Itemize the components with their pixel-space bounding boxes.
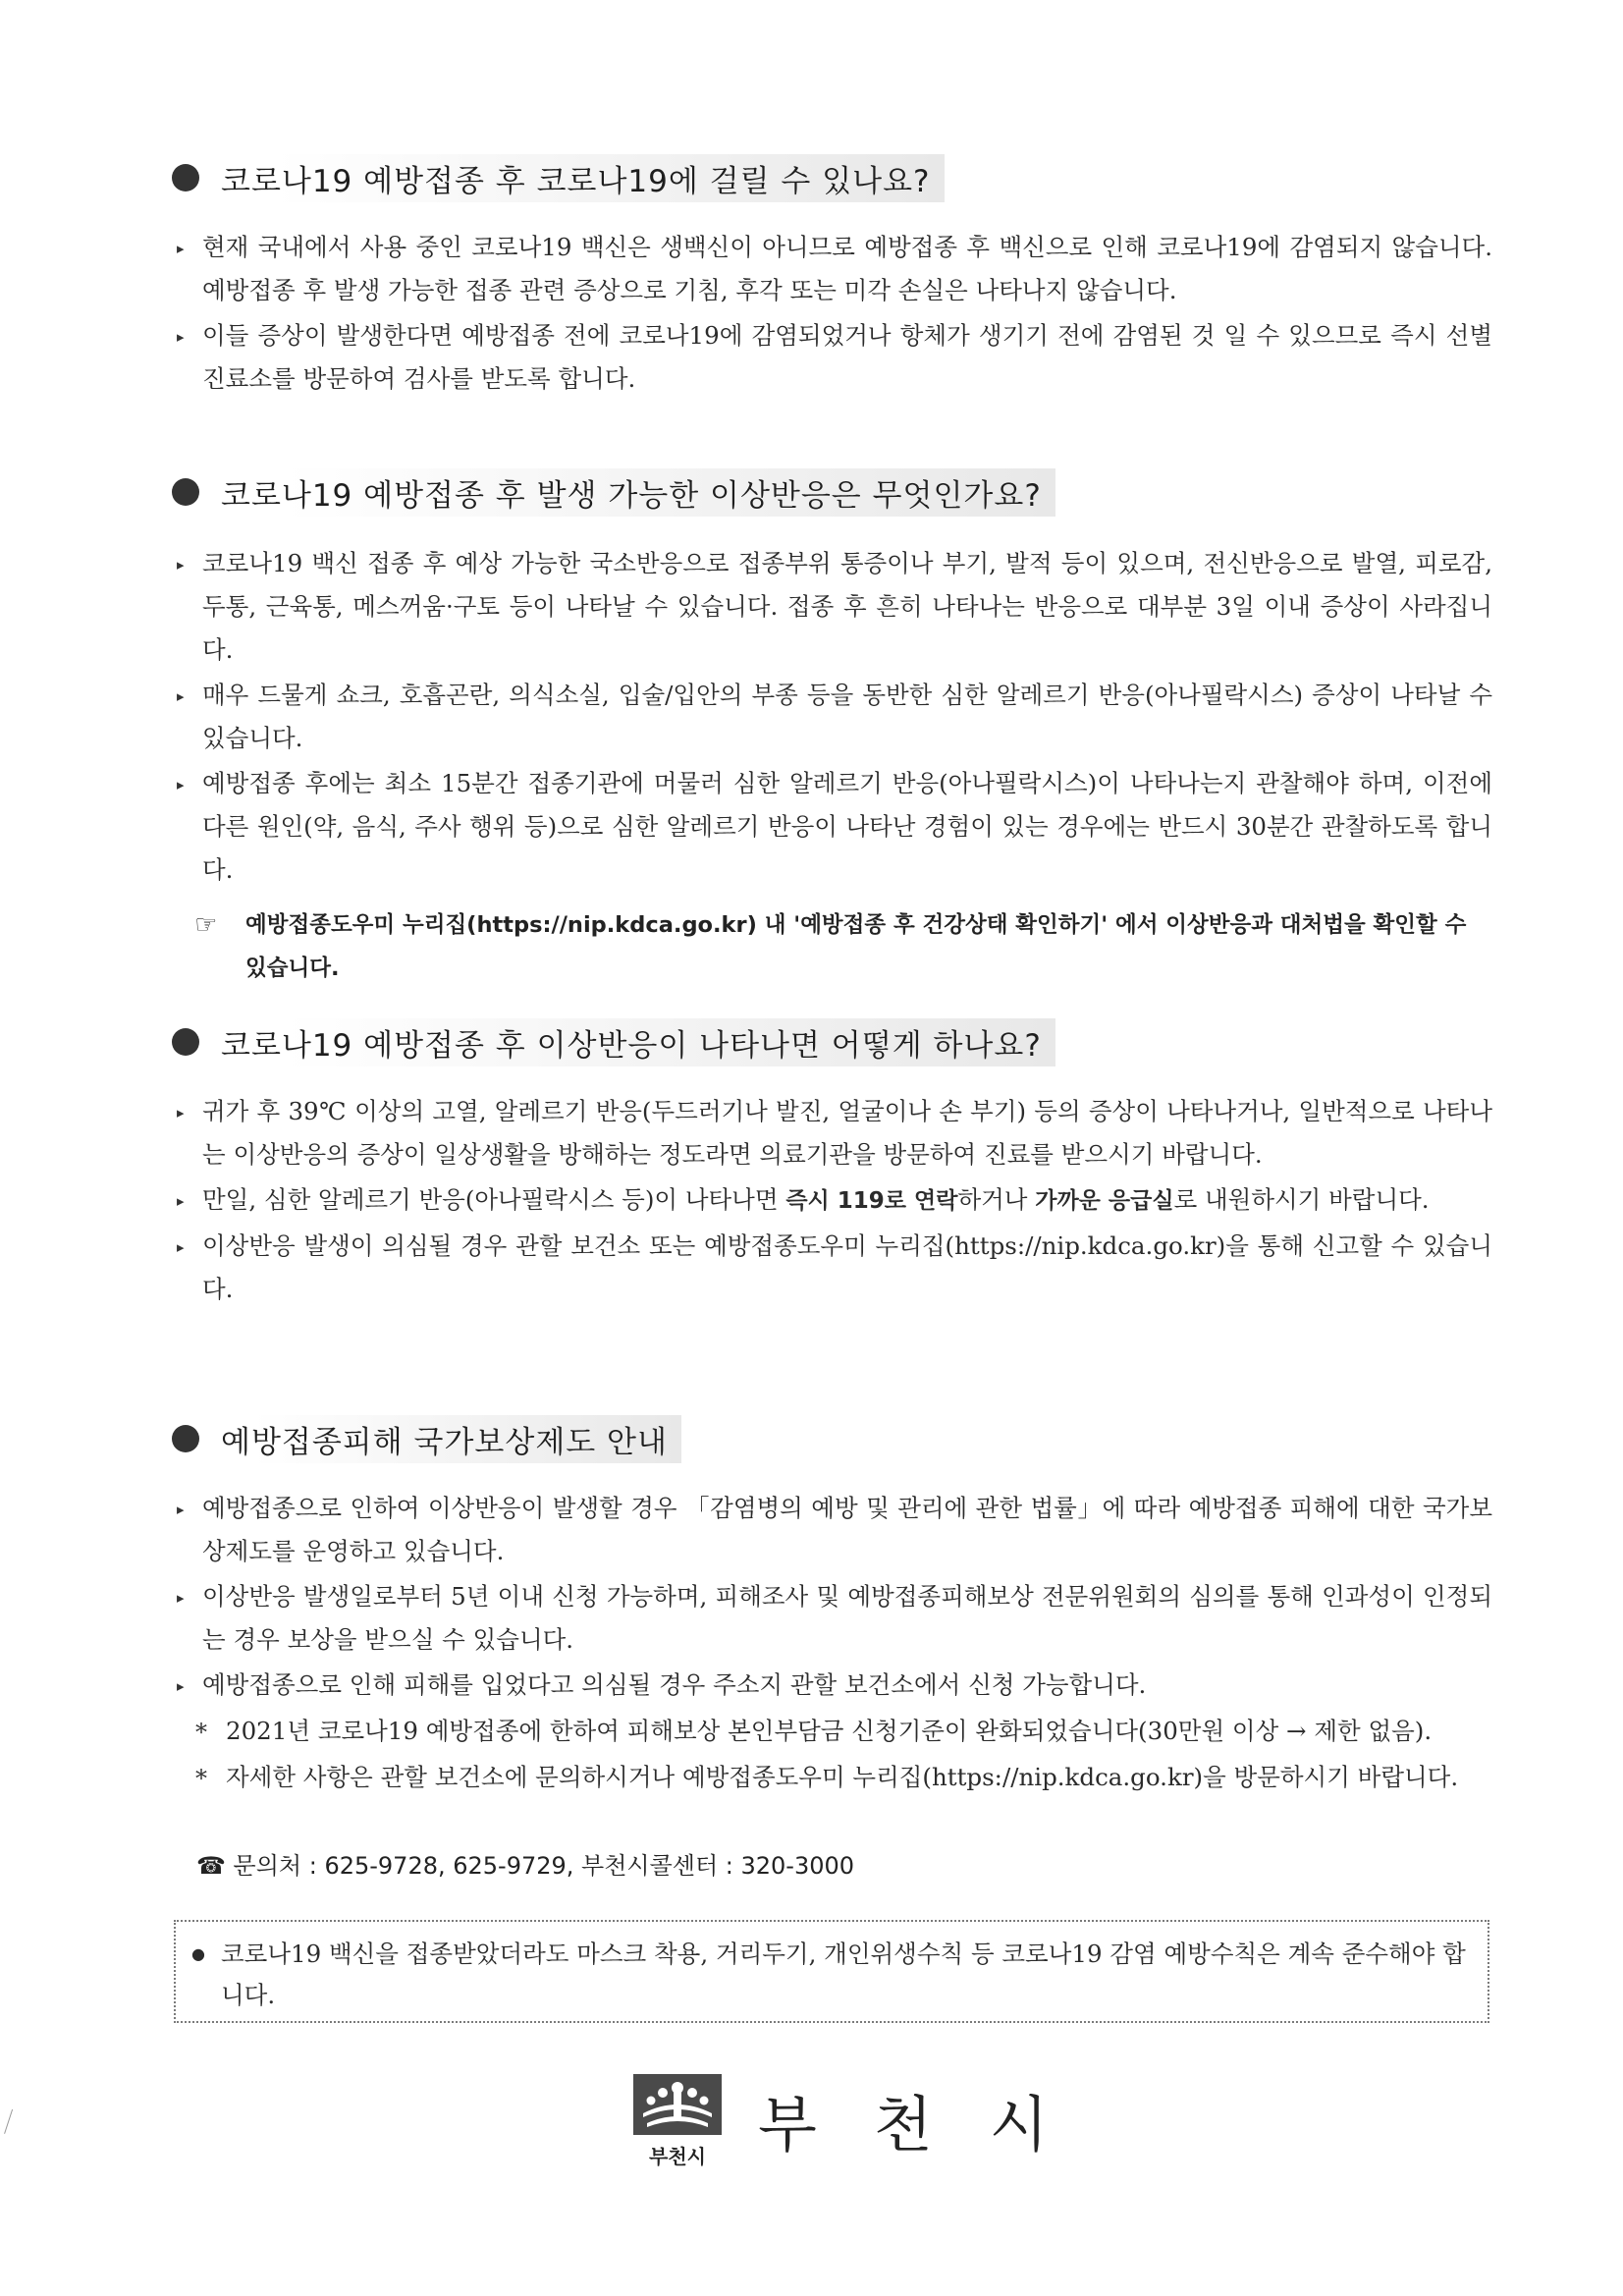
section-2-heading (172, 469, 1055, 515)
triangle-bullet-icon: ▸ (177, 240, 185, 257)
section-4-bullets (177, 1487, 1492, 1802)
city-name: 부천시 (758, 2089, 1106, 2160)
list-item: ▸ 만일, 심한 알레르기 반응(아나필락시스 등)이 나타나면 즉시 119로 연락하거나 가까운 응급실로 내원하시기 바랍니다. (177, 1178, 1492, 1223)
list-item: ▸ 이상반응 발생이 의심될 경우 관할 보건소 또는 예방접종도우미 누리집(https://nip.kdca.go.kr)을 통해 신고할 수 있습니다. (177, 1225, 1492, 1311)
heading-dot-icon (172, 478, 199, 506)
heading-dot-icon (172, 1425, 199, 1452)
triangle-bullet-icon: ▸ (177, 1104, 185, 1121)
phone-icon: ☎ (196, 1852, 226, 1880)
contact-line (196, 1846, 854, 1881)
emergency-room-emphasis: 가까운 응급실 (1035, 1188, 1174, 1214)
bullet-dot-icon: ● (191, 1944, 205, 1963)
section-1-title: 코로나19 예방접종 후 코로나19에 걸릴 수 있나요? (217, 154, 945, 202)
list-item: ▸ 이상반응 발생일로부터 5년 이내 신청 가능하며, 피해조사 및 예방접종피해보상 전문위원회의 심의를 통해 인과성이 인정되는 경우 보상을 받으실 수 있습니다. (177, 1575, 1492, 1662)
list-item: ▸ 코로나19 백신 접종 후 예상 가능한 국소반응으로 접종부위 통증이나 부기, 발적 등이 있으며, 전신반응으로 발열, 피로감, 두통, 근육통, 메스꺼움·구토 등이 나타날 수 있습니다. 접종 후 흔히 나타나는 반응으로 대부분 3일 이내 증상이 사라집니다. (177, 542, 1492, 672)
section-2-bullets (177, 542, 1492, 894)
notice-box (174, 1920, 1489, 2023)
section-1-heading (172, 155, 945, 200)
triangle-bullet-icon: ▸ (177, 1501, 185, 1518)
triangle-bullet-icon: ▸ (177, 556, 185, 574)
city-logo (628, 2074, 727, 2169)
triangle-bullet-icon: ▸ (177, 687, 185, 705)
contact-text: 문의처 : 625-9728, 625-9729, 부천시콜센터 : 320-3000 (233, 1852, 855, 1880)
section-3-title: 코로나19 예방접종 후 이상반응이 나타나면 어떻게 하나요? (217, 1018, 1055, 1066)
footer (628, 2074, 1106, 2169)
tip-text: 예방접종도우미 누리집(https://nip.kdca.go.kr) 내 '예방접종 후 건강상태 확인하기' 에서 이상반응과 대처법을 확인할 수 있습니다. (245, 912, 1467, 981)
section-2-title: 코로나19 예방접종 후 발생 가능한 이상반응은 무엇인가요? (217, 468, 1055, 517)
section-3-bullets (177, 1090, 1492, 1313)
triangle-bullet-icon: ▸ (177, 776, 185, 793)
list-item: ▸ 현재 국내에서 사용 중인 코로나19 백신은 생백신이 아니므로 예방접종 후 백신으로 인해 코로나19에 감염되지 않습니다. 예방접종 후 발생 가능한 접종 관련 증상으로 기침, 후각 또는 미각 손실은 나타나지 않습니다. (177, 226, 1492, 312)
section-2-tip (194, 903, 1492, 990)
list-item: ▸ 예방접종 후에는 최소 15분간 접종기관에 머물러 심한 알레르기 반응(아나필락시스)이 나타나는지 관찰해야 하며, 이전에 다른 원인(약, 음식, 주사 행위 등)으로 심한 알레르기 반응이 나타난 경험이 있는 경우에는 반드시 30분간 관찰하도록 합니다. (177, 762, 1492, 892)
logo-caption: 부천시 (649, 2145, 706, 2168)
asterisk-icon: * (195, 1765, 207, 1792)
section-4-title: 예방접종피해 국가보상제도 안내 (217, 1415, 681, 1463)
triangle-bullet-icon: ▸ (177, 1192, 185, 1210)
triangle-bullet-icon: ▸ (177, 1589, 185, 1607)
list-item: ▸ 귀가 후 39℃ 이상의 고열, 알레르기 반응(두드러기나 발진, 얼굴이나 손 부기) 등의 증상이 나타나거나, 일반적으로 나타나는 이상반응의 증상이 일상생활을 방해하는 정도라면 의료기관을 방문하여 진료를 받으시기 바랍니다. (177, 1090, 1492, 1176)
emergency-call-emphasis: 즉시 119로 연락 (785, 1188, 958, 1214)
note-item: * 자세한 사항은 관할 보건소에 문의하시거나 예방접종도우미 누리집(https://nip.kdca.go.kr)을 방문하시기 바랍니다. (177, 1756, 1492, 1800)
notice-text: 코로나19 백신을 접종받았더라도 마스크 착용, 거리두기, 개인위생수칙 등 코로나19 감염 예방수칙은 계속 준수해야 합니다. (221, 1940, 1466, 2009)
list-item: ▸ 매우 드물게 쇼크, 호흡곤란, 의식소실, 입술/입안의 부종 등을 동반한 심한 알레르기 반응(아나필락시스) 증상이 나타날 수 있습니다. (177, 674, 1492, 760)
list-item: ▸ 예방접종으로 인하여 이상반응이 발생할 경우 「감염병의 예방 및 관리에 관한 법률」에 따라 예방접종 피해에 대한 국가보상제도를 운영하고 있습니다. (177, 1487, 1492, 1573)
heading-dot-icon (172, 1028, 199, 1056)
triangle-bullet-icon: ▸ (177, 1677, 185, 1695)
section-1-bullets (177, 226, 1492, 403)
bucheon-emblem-icon (633, 2074, 722, 2135)
section-3-heading (172, 1019, 1055, 1065)
pointing-hand-icon: ☞ (194, 910, 218, 940)
list-item: ▸ 예방접종으로 인해 피해를 입었다고 의심될 경우 주소지 관할 보건소에서 신청 가능합니다. (177, 1664, 1492, 1708)
note-item: * 2021년 코로나19 예방접종에 한하여 피해보상 본인부담금 신청기준이 완화되었습니다(30만원 이상 → 제한 없음). (177, 1710, 1492, 1754)
asterisk-icon: * (195, 1719, 207, 1746)
section-4-heading (172, 1416, 681, 1461)
list-item: ▸ 이들 증상이 발생한다면 예방접종 전에 코로나19에 감염되었거나 항체가 생기기 전에 감염된 것 일 수 있으므로 즉시 선별진료소를 방문하여 검사를 받도록 합니다. (177, 314, 1492, 401)
triangle-bullet-icon: ▸ (177, 1238, 185, 1256)
heading-dot-icon (172, 164, 199, 191)
scan-artifact (4, 2109, 17, 2135)
triangle-bullet-icon: ▸ (177, 328, 185, 346)
